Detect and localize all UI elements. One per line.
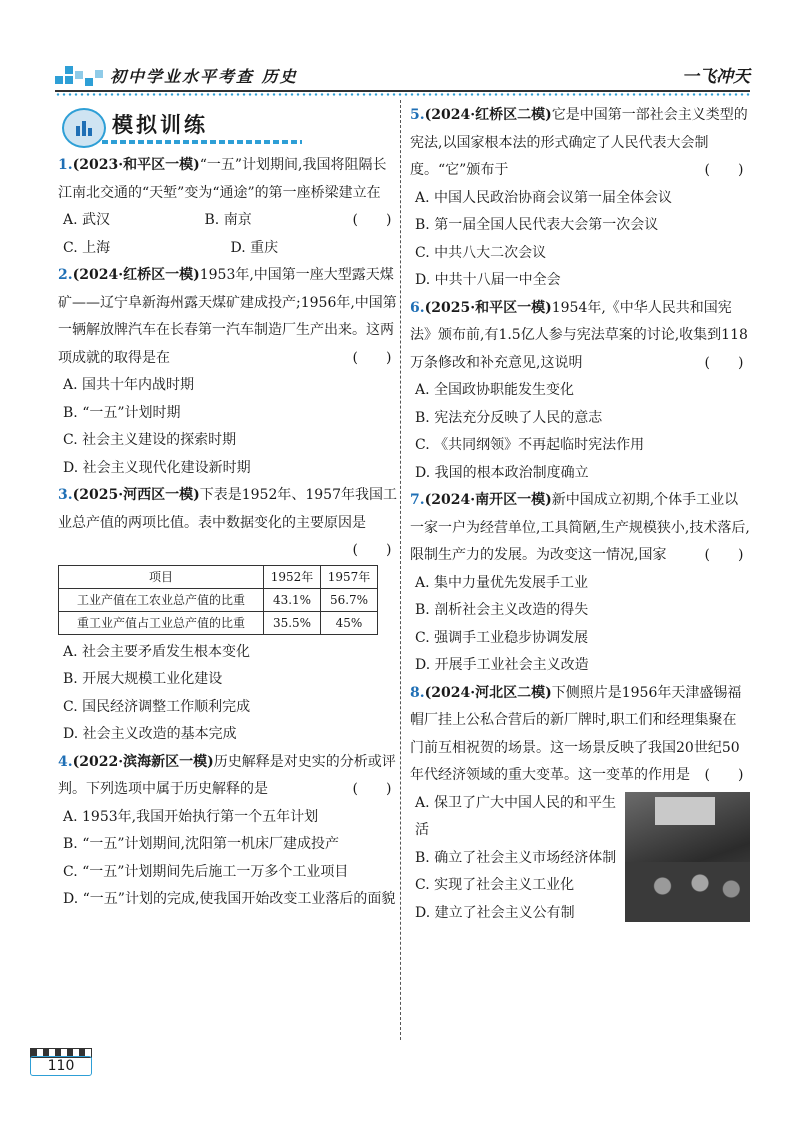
question-source: (2024·红桥区一模) <box>72 267 200 283</box>
option-a[interactable]: A. 中国人民政治协商会议第一届全体会议 <box>415 189 673 206</box>
table-header: 1952年 <box>264 565 321 588</box>
header-rule <box>55 90 750 92</box>
option-a[interactable]: A. 集中力量优先发展手工业 <box>415 574 589 591</box>
header-decoration-icon <box>55 66 105 92</box>
option-d[interactable]: D. 社会主义改造的基本完成 <box>63 726 237 742</box>
option-b[interactable]: B. 第一届全国人民代表大会第一次会议 <box>415 217 659 233</box>
question-5 <box>410 102 750 295</box>
question-number: 7. <box>410 492 425 508</box>
answer-blank[interactable]: ( ) <box>352 212 392 228</box>
question-7 <box>410 487 750 680</box>
question-number: 4. <box>58 753 73 770</box>
question-4 <box>58 749 398 914</box>
option-c[interactable]: C. 中共八大二次会议 <box>415 244 547 261</box>
question-number: 2. <box>58 267 73 283</box>
table-header: 项目 <box>59 565 264 588</box>
option-d[interactable]: D. 重庆 <box>230 239 279 256</box>
option-b[interactable]: B. 开展大规模工业化建设 <box>63 671 223 687</box>
question-source: (2022·滨海新区一模) <box>72 753 214 770</box>
option-d[interactable]: D. “一五”计划的完成,使我国开始改变工业落后的面貌 <box>63 891 396 907</box>
answer-blank[interactable]: ( ) <box>352 542 392 558</box>
question-source: (2025·和平区一模) <box>424 299 552 316</box>
table-cell: 56.7% <box>321 588 378 611</box>
section-heading <box>58 102 398 152</box>
question-stem: “一五”计划期间,我国将阻隔长江南北交通的“天堑”变为“通途”的第一座桥梁建立在 <box>58 157 387 201</box>
option-c[interactable]: C. 强调手工业稳步协调发展 <box>415 629 589 646</box>
table-cell: 43.1% <box>264 588 321 611</box>
option-b[interactable]: B. “一五”计划期间,沈阳第一机床厂建成投产 <box>63 836 339 852</box>
option-b[interactable]: B. 宪法充分反映了人民的意志 <box>415 409 603 426</box>
table-row <box>59 588 378 611</box>
column-divider <box>400 100 401 1040</box>
book-title: 初中学业水平考查 历史 <box>110 67 298 86</box>
option-a[interactable]: A. 全国政协职能发生变化 <box>415 382 575 398</box>
brand-logo: 一飞冲天 <box>682 67 750 87</box>
question-number: 3. <box>58 487 73 503</box>
question-number: 1. <box>58 157 73 173</box>
question-stem: 1954年,《中华人民共和国宪法》颁布前,有1.5亿人参与宪法草案的讨论,收集到118万条修改和补充意见,这说明 <box>410 299 748 371</box>
question-6 <box>410 295 750 488</box>
answer-blank[interactable]: ( ) <box>704 354 744 371</box>
question-source: (2024·红桥区二模) <box>424 107 552 123</box>
option-b[interactable]: B. 南京 <box>204 212 252 228</box>
option-a[interactable]: A. 1953年,我国开始执行第一个五年计划 <box>63 808 319 825</box>
question-8 <box>410 680 750 928</box>
option-c[interactable]: C. 国民经济调整工作顺利完成 <box>63 698 251 715</box>
page-header <box>55 62 750 92</box>
page-number-badge <box>28 1048 94 1074</box>
table-cell: 35.5% <box>264 611 321 634</box>
crowd <box>625 862 750 922</box>
training-icon <box>62 108 106 148</box>
option-a[interactable]: A. 社会主要矛盾发生根本变化 <box>63 643 251 660</box>
question-number: 8. <box>410 684 425 701</box>
question-1 <box>58 152 398 262</box>
page-number: 110 <box>30 1056 92 1076</box>
answer-blank[interactable]: ( ) <box>704 767 744 783</box>
question-stem: 新中国成立初期,个体手工业以一家一户为经营单位,工具简陋,生产规模狭小,技术落后,限制生产力的发展。为改变这一情况,国家 <box>410 492 750 563</box>
option-b[interactable]: B. 剖析社会主义改造的得失 <box>415 602 589 618</box>
option-c[interactable]: C. 《共同纲领》不再起临时宪法作用 <box>415 437 645 453</box>
answer-blank[interactable]: ( ) <box>704 162 744 178</box>
data-table <box>58 565 378 635</box>
table-row <box>59 611 378 634</box>
section-underline <box>102 140 302 144</box>
option-a[interactable]: A. 武汉 <box>63 212 111 228</box>
right-column <box>410 102 750 927</box>
question-source: (2023·和平区一模) <box>72 157 200 173</box>
factory-sign <box>655 797 715 825</box>
table-cell: 工业产值在工农业总产值的比重 <box>59 588 264 611</box>
table-header: 1957年 <box>321 565 378 588</box>
question-number: 5. <box>410 107 425 123</box>
option-c[interactable]: C. 实现了社会主义工业化 <box>415 877 575 893</box>
option-d[interactable]: D. 建立了社会主义公有制 <box>415 904 575 921</box>
question-stem: 它是中国第一部社会主义类型的宪法,以国家根本法的形式确定了人民代表大会制度。“它”颁布于 <box>410 107 748 178</box>
option-b[interactable]: B. “一五”计划时期 <box>63 404 181 421</box>
option-b[interactable]: B. 确立了社会主义市场经济体制 <box>415 849 617 866</box>
question-stem: 下表是1952年、1957年我国工业总产值的两项比值。表中数据变化的主要原因是 <box>58 487 397 531</box>
option-c[interactable]: C. “一五”计划期间先后施工一万多个工业项目 <box>63 863 349 880</box>
option-d[interactable]: D. 中共十八届一中全会 <box>415 272 561 288</box>
question-stem: 历史解释是对史实的分析或评判。下列选项中属于历史解释的是 <box>58 753 396 797</box>
answer-blank[interactable]: ( ) <box>704 547 744 563</box>
option-d[interactable]: D. 社会主义现代化建设新时期 <box>63 459 251 476</box>
option-a[interactable]: A. 国共十年内战时期 <box>63 377 195 393</box>
question-stem: 下侧照片是1956年天津盛锡福帽厂挂上公私合营后的新厂牌时,职工们和经理集聚在门前互相祝贺的场景。这一场景反映了我国20世纪50年代经济领域的重大变革。这一变革的作用是 <box>410 684 742 783</box>
option-d[interactable]: D. 我国的根本政治制度确立 <box>415 464 589 481</box>
answer-blank[interactable]: ( ) <box>352 781 392 797</box>
question-3 <box>58 482 398 749</box>
answer-blank[interactable]: ( ) <box>352 349 392 366</box>
table-cell: 重工业产值占工业总产值的比重 <box>59 611 264 634</box>
question-2 <box>58 262 398 482</box>
question-source: (2024·南开区一模) <box>424 492 552 508</box>
option-c[interactable]: C. 社会主义建设的探索时期 <box>63 432 237 448</box>
question-stem: 1953年,中国第一座大型露天煤矿——辽宁阜新海州露天煤矿建成投产;1956年,中国第一辆解放牌汽车在长春第一汽车制造厂生产出来。这两项成就的取得是在 <box>58 267 397 366</box>
option-d[interactable]: D. 开展手工业社会主义改造 <box>415 657 589 673</box>
table-cell: 45% <box>321 611 378 634</box>
question-source: (2025·河西区一模) <box>72 487 200 503</box>
option-a[interactable]: A. 保卫了广大中国人民的和平生活 <box>415 794 617 838</box>
option-c[interactable]: C. 上海 <box>63 239 111 256</box>
section-title: 模拟训练 <box>112 113 208 137</box>
left-column <box>58 102 398 914</box>
table-header-row <box>59 565 378 588</box>
header-dots <box>55 93 750 96</box>
question-number: 6. <box>410 299 425 316</box>
historical-photo <box>625 792 750 922</box>
question-source: (2024·河北区二模) <box>424 684 552 701</box>
